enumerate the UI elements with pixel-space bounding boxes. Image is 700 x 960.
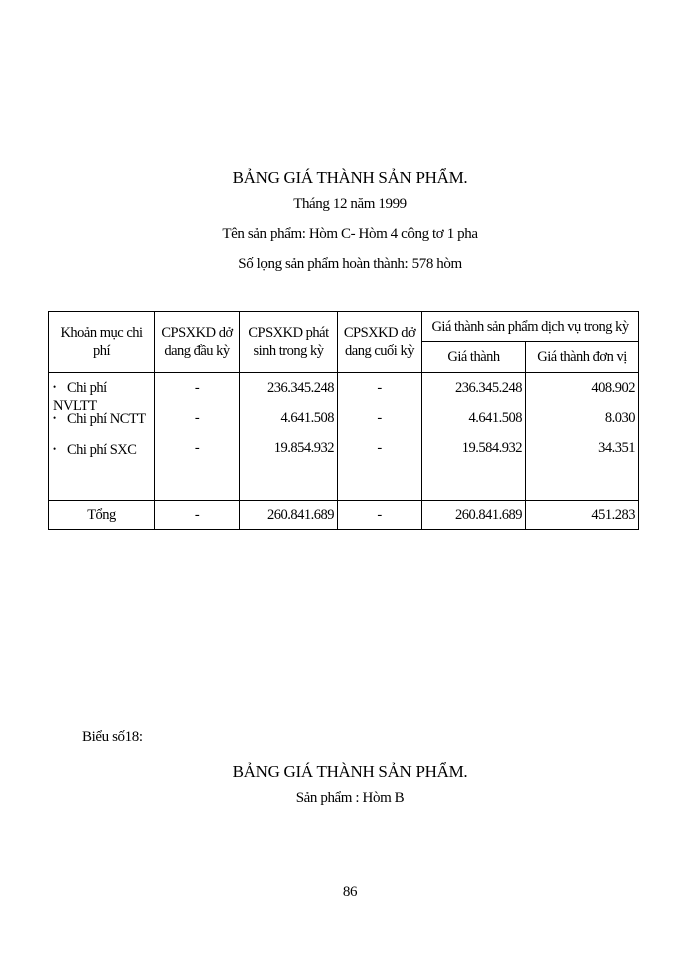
total-end: - [338, 501, 422, 530]
header-begin: CPSXKD dở dang đầu kỳ [155, 312, 240, 373]
bullet-icon: • [53, 413, 56, 423]
total-unit-cost: 451.283 [526, 501, 639, 530]
completed-quantity: Số lọng sản phẩm hoàn thành: 578 hòm [238, 256, 462, 272]
arising-cell [240, 373, 338, 501]
total-arising: 260.841.689 [240, 501, 338, 530]
bullet-icon: • [53, 444, 56, 454]
total-row [49, 501, 639, 530]
unit-cost-cell [526, 373, 639, 501]
bullet-icon: • [53, 382, 56, 392]
header-unit-cost: Giá thành đơn vị [526, 342, 639, 373]
row-end: - [377, 440, 382, 456]
row-begin: - [194, 440, 200, 456]
row-arising: 4.641.508 [280, 410, 334, 426]
row-unit-cost: 408.902 [591, 380, 636, 396]
row-arising: 19.854.932 [273, 440, 334, 456]
items-cell [49, 373, 155, 501]
total-cost: 260.841.689 [422, 501, 526, 530]
cost-cell [422, 373, 526, 501]
table-row [53, 441, 150, 472]
table-row [53, 410, 150, 441]
row-item: Chi phí NCTT [67, 411, 146, 427]
begin-cell [155, 373, 240, 501]
row-item: Chi phí SXC [67, 442, 137, 458]
form-number-label: Biểu số18: [82, 729, 143, 745]
cost-table [48, 311, 639, 530]
row-unit-cost: 34.351 [598, 440, 636, 456]
row-cost: 236.345.248 [455, 380, 522, 396]
header-arising: CPSXKD phát sinh trong kỳ [240, 312, 338, 373]
row-begin: - [194, 380, 200, 396]
second-product: Sản phẩm : Hòm B [295, 790, 405, 806]
row-end: - [377, 410, 382, 426]
row-arising: 236.345.248 [267, 380, 334, 396]
row-unit-cost: 8.030 [604, 410, 636, 426]
header-cost: Giá thành [422, 342, 526, 373]
end-cell [338, 373, 422, 501]
row-cost: 4.641.508 [468, 410, 522, 426]
table-row [53, 379, 150, 414]
report-month: Tháng 12 năm 1999 [293, 196, 407, 212]
product-name: Tên sản phẩm: Hòm C- Hòm 4 công tơ 1 pha [222, 226, 478, 242]
row-cost: 19.584.932 [461, 440, 522, 456]
header-item: Khoản mục chi phí [49, 312, 155, 373]
row-end: - [377, 380, 382, 396]
row-item: Chi phí NVLTT [53, 380, 107, 414]
total-begin: - [155, 501, 240, 530]
total-label: Tổng [49, 501, 155, 530]
row-begin: - [194, 410, 200, 426]
page-number: 86 [342, 884, 358, 900]
document-title: BẢNG GIÁ THÀNH SẢN PHẨM. [232, 168, 468, 187]
header-end: CPSXKD dở dang cuối kỳ [338, 312, 422, 373]
second-title: BẢNG GIÁ THÀNH SẢN PHẨM. [232, 762, 468, 781]
header-group: Giá thành sản phẩm dịch vụ trong kỳ [422, 312, 639, 342]
